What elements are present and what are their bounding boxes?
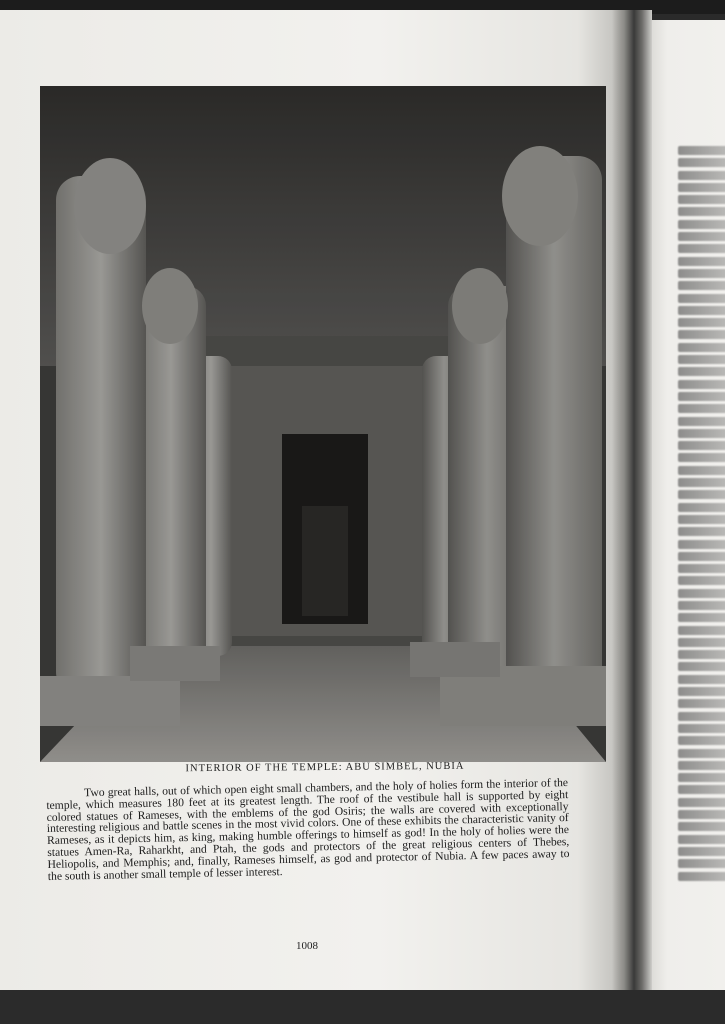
body-paragraph: Two great halls, out of which open eight small chambers, and the holy of holies form the interior of the temple, which measures 180 feet at its greatest length. The roof of the vestibule hall is supported by eight colored statues of Rameses, with the emblems of the god Osiris; the walls are covered with exceptionally interesting religious and battle scenes in the most vivid colors. One of these exhibits the characteristic vanity of Rameses, as it depicts him, as king, making humble offerings to himself as god! In the holy of holies were the statues Amen-Ra, Raharkht, and Ptah, the gods and protectors of the great religious centers of Thebes, Heliopolis, and Memphis; and, finally, Rameses himself, as god and protector of Nubia. A few paces away to the south is another small temple of lesser interest. <box>46 775 570 883</box>
book-gutter <box>612 10 652 1000</box>
photo-caption: INTERIOR OF THE TEMPLE: ABU SIMBEL, NUBIA <box>185 760 465 775</box>
temple-photograph <box>40 86 606 762</box>
blurred-text-lines <box>678 146 725 884</box>
scan-bottom-edge <box>0 990 725 1024</box>
right-page-edge <box>648 20 725 995</box>
page-number: 1008 <box>296 940 318 952</box>
